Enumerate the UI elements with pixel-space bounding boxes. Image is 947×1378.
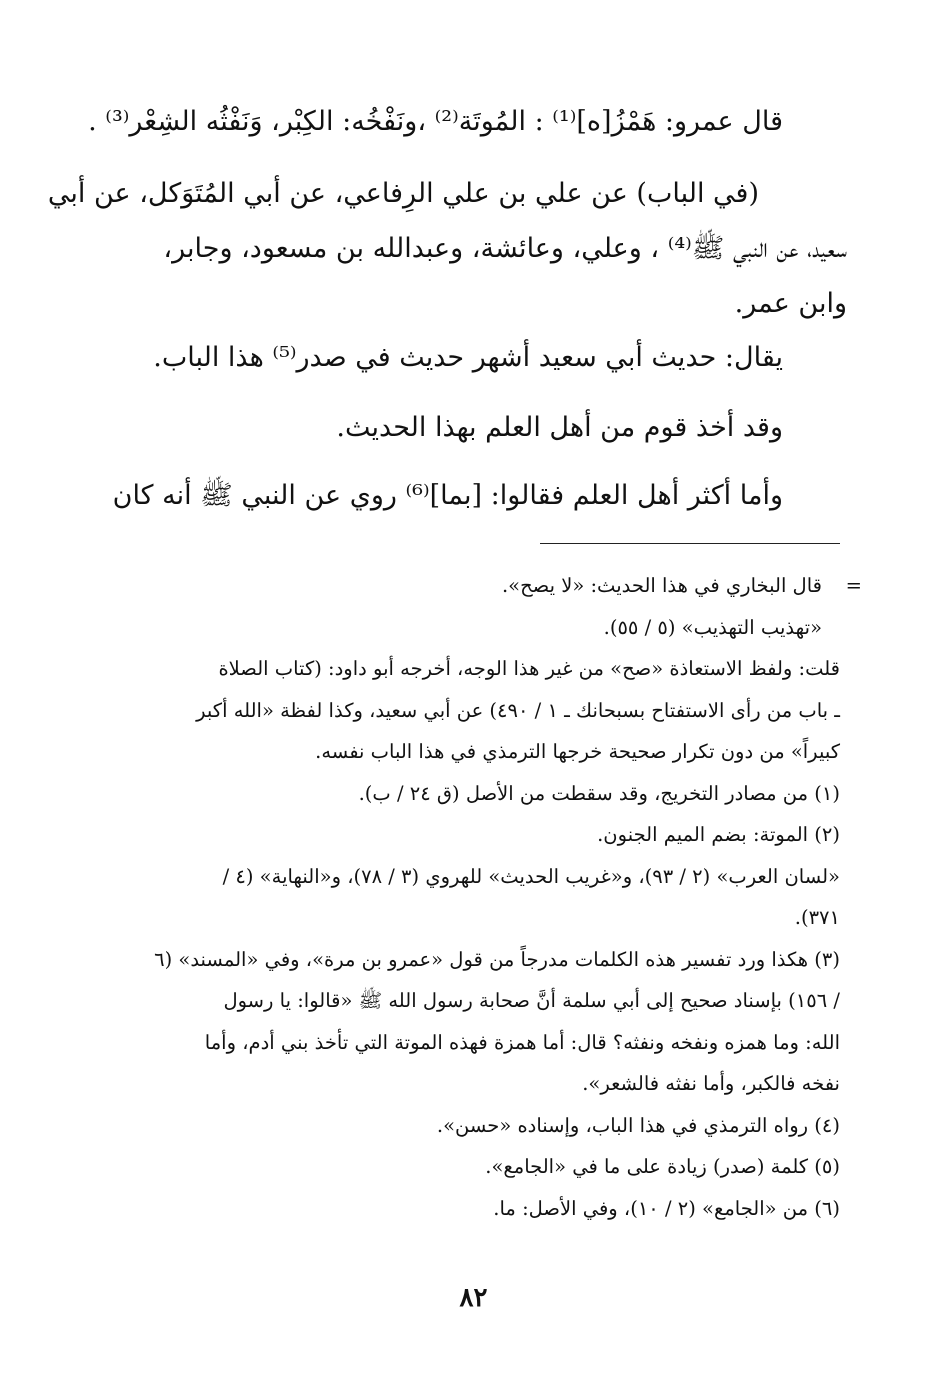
footnote-line: الله: وما همزه ونفخه ونفثه؟ قال: أما همزة فهذه الموتة التي تأخذ بني أدم، وأما — [204, 1030, 840, 1054]
page-number: ٨٢ — [459, 1283, 488, 1313]
footnote-line: قال البخاري في هذا الحديث: «لا يصح». — [501, 574, 822, 597]
footnote-line: / ١٥٦) بإسناد صحيح إلى أبي سلمة أنَّ صحابة رسول الله ﷺ «قالوا: يا رسول — [223, 989, 840, 1012]
footnote-line: ـ باب من رأى الاستفتاح بسبحانك ـ ١ / ٤٩٠) عن أبي سعيد، وكذا لفظة «الله أكبر — [196, 698, 840, 722]
paragraph-line: سعيد، عن النبي ﷺ⁽⁴⁾ ، وعلي، وعائشة، وعبدالله بن مسعود، وجابر، — [163, 233, 847, 264]
footnote-2: (٢) الموتة: بضم الميم الجنون. — [597, 823, 840, 846]
footnote-line: «لسان العرب» (٢ / ٩٣)، و«غريب الحديث» للهروي (٣ / ٧٨)، و«النهاية» (٤ / — [222, 864, 840, 888]
footnote-line: قلت: ولفظ الاستعاذة «صح» من غير هذا الوجه، أخرجه أبو داود: (كتاب الصلاة — [218, 657, 840, 680]
footnote-4: (٤) رواه الترمذي في هذا الباب، وإسناده «حسن». — [436, 1113, 840, 1137]
continuation-mark: = — [845, 574, 862, 597]
paragraph-line: وابن عمر. — [734, 288, 847, 319]
footnote-line: ٣٧١). — [794, 906, 840, 929]
text-line-1: قال عمرو: هَمْزُ[ه]⁽¹⁾ : المُوتَة⁽²⁾ ،ونَفْخُه: الكِبْر، وَنَفْثُه الشِعْر⁽³⁾ . — [88, 106, 783, 137]
text-paragraph-fi-al-bab — [47, 166, 847, 331]
footnote-line: كبيراً» من دون تكرار صحيحة خرجها الترمذي في هذا الباب نفسه. — [315, 740, 840, 763]
footnote-6: (٦) من «الجامع» (٢ / ١٠)، وفي الأصل: ما. — [493, 1196, 840, 1220]
footnote-divider — [540, 543, 840, 544]
footnote-1: (١) من مصادر التخريج، وقد سقطت من الأصل (ق ٢٤ / ب). — [358, 781, 840, 805]
footnote-line: نفخه فالكبر، وأما نفثه فالشعر». — [582, 1072, 840, 1095]
text-line-yuqal: يقال: حديث أبي سعيد أشهر حديث في صدر⁽⁵⁾ هذا الباب. — [153, 342, 783, 373]
footnotes — [110, 565, 862, 1229]
footnote-line: «تهذيب التهذيب» (٥ / ٥٥). — [603, 615, 822, 639]
text-line-wa-amma: وأما أكثر أهل العلم فقالوا: [بما]⁽⁶⁾ روي عن النبي ﷺ أنه كان — [112, 480, 783, 511]
paragraph-line: (في الباب) عن علي بن علي الرِفاعي، عن أبي المُتَوَكل، عن أبي — [47, 178, 759, 209]
text-line-wa-qad: وقد أخذ قوم من أهل العلم بهذا الحديث. — [336, 412, 783, 443]
footnote-5: (٥) كلمة (صدر) زيادة على ما في «الجامع». — [485, 1155, 840, 1178]
footnote-3: (٣) هكذا ورد تفسير هذه الكلمات مدرجاً من قول «عمرو بن مرة»، وفي «المسند» (٦ — [154, 947, 840, 971]
